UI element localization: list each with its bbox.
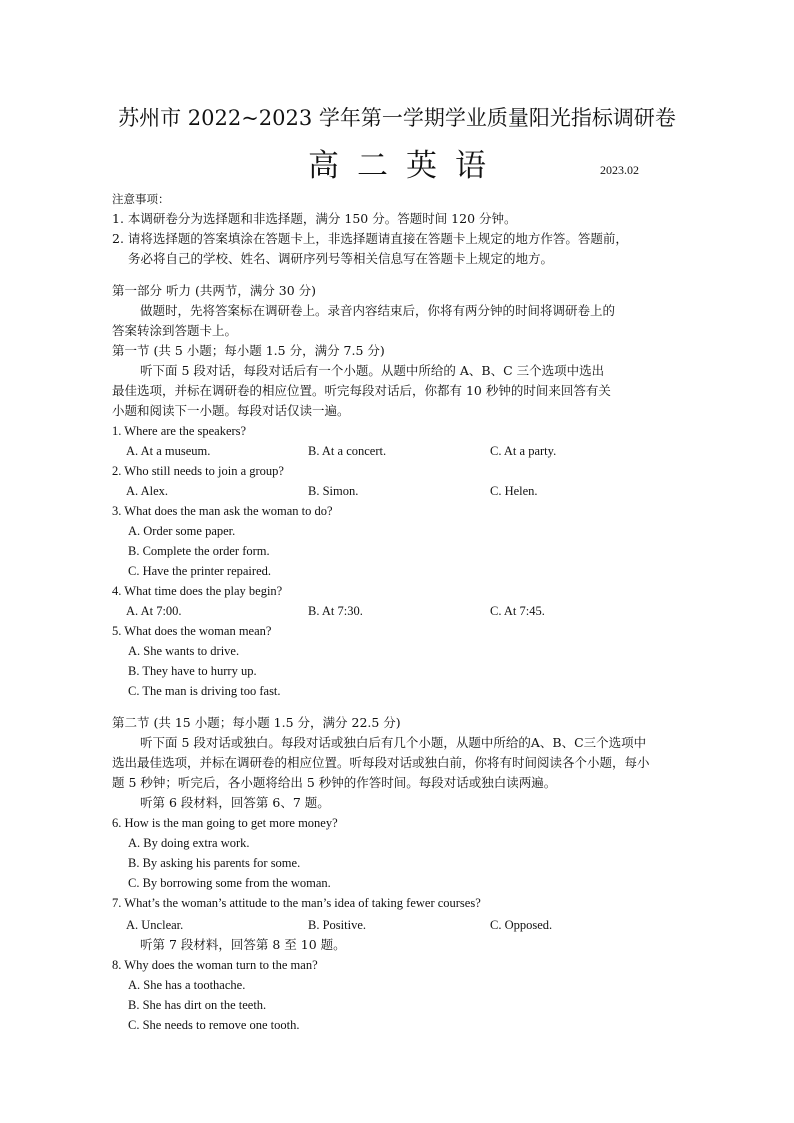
question-3-option-b: B. Complete the order form. [128,544,270,558]
notes-item-1: 1. 本调研卷分为选择题和非选择题，满分 150 分。答题时间 120 分钟。 [112,211,517,226]
question-8-option-a: A. She has a toothache. [128,978,246,992]
notes-item-2-line-1: 2. 请将选择题的答案填涂在答题卡上，非选择题请直接在答题卡上规定的地方作答。答题前， [112,231,628,246]
question-8-option-b: B. She has dirt on the teeth. [128,998,267,1012]
question-3-option-a: A. Order some paper. [128,524,236,538]
section2-heading: 第二节 (共 15 小题；每小题 1.5 分，满分 22.5 分) [112,715,401,730]
question-6: 6. How is the man going to get more money? [112,816,338,830]
exam-title: 苏州市 2022~2023 学年第一学期学业质量阳光指标调研卷 [118,106,676,130]
question-7: 7. What’s the woman’s attitude to the man’s idea of taking fewer courses? [112,896,481,910]
question-1-option-a: A. At a museum. [126,444,211,458]
question-1: 1. Where are the speakers? [112,424,247,438]
question-6-option-b: B. By asking his parents for some. [128,856,301,870]
part1-heading: 第一部分 听力 (共两节，满分 30 分) [112,283,317,298]
question-2-options [112,481,684,501]
section1-instruction-line-1: 听下面 5 段对话，每段对话后有一个小题。从题中所给的 A、B、C 三个选项中选出 [140,363,605,378]
question-1-options [112,441,684,461]
part1-instruction-line-2: 答案转涂到答题卡上。 [112,323,238,338]
question-3-option-c: C. Have the printer repaired. [128,564,271,578]
question-2-option-b: B. Simon. [308,484,359,498]
subject-title: 高二英语 [308,148,504,184]
question-8-option-c: C. She needs to remove one tooth. [128,1018,300,1032]
question-3: 3. What does the man ask the woman to do? [112,504,333,518]
question-7-option-c: C. Opposed. [490,918,553,932]
question-1-option-b: B. At a concert. [308,444,387,458]
section1-instruction-line-2: 最佳选项，并标在调研卷的相应位置。听完每段对话后，你都有 10 秒钟的时间来回答有关 [112,383,611,398]
question-6-option-c: C. By borrowing some from the woman. [128,876,331,890]
question-7-option-b: B. Positive. [308,918,366,932]
question-7-options [112,915,684,935]
question-5-option-b: B. They have to hurry up. [128,664,257,678]
material-6-note: 听第 6 段材料，回答第 6、7 题。 [140,795,330,810]
question-5: 5. What does the woman mean? [112,624,272,638]
question-6-option-a: A. By doing extra work. [128,836,250,850]
section2-instruction-line-3: 题 5 秒钟；听完后，各小题将给出 5 秒钟的作答时间。每段对话或独白读两遍。 [112,775,557,790]
exam-date: 2023.02 [600,163,639,177]
section1-heading: 第一节 (共 5 小题；每小题 1.5 分，满分 7.5 分) [112,343,385,358]
section2-instruction-line-2: 选出最佳选项，并标在调研卷的相应位置。听每段对话或独白前，你将有时间阅读各个小题，每小 [112,755,650,770]
exam-content [112,189,684,1035]
section2-instruction-line-1: 听下面 5 段对话或独白。每段对话或独白后有几个小题，从题中所给的A、B、C三个选项中 [140,735,647,750]
question-5-option-c: C. The man is driving too fast. [128,684,281,698]
section1-instruction-line-3: 小题和阅读下一小题。每段对话仅读一遍。 [112,403,350,418]
question-2-option-c: C. Helen. [490,484,538,498]
question-8: 8. Why does the woman turn to the man? [112,958,318,972]
material-7-note: 听第 7 段材料，回答第 8 至 10 题。 [140,937,346,952]
question-2-option-a: A. Alex. [126,484,169,498]
question-4-options [112,601,684,621]
question-2: 2. Who still needs to join a group? [112,464,284,478]
question-4-option-c: C. At 7:45. [490,604,545,618]
notes-heading: 注意事项： [112,192,170,206]
part1-instruction-line-1: 做题时，先将答案标在调研卷上。录音内容结束后，你将有两分钟的时间将调研卷上的 [140,303,616,318]
question-7-option-a: A. Unclear. [126,918,184,932]
question-4: 4. What time does the play begin? [112,584,283,598]
question-4-option-b: B. At 7:30. [308,604,363,618]
notes-item-2-line-2: 务必将自己的学校、姓名、调研序列号等相关信息写在答题卡上规定的地方。 [128,251,554,266]
question-5-option-a: A. She wants to drive. [128,644,240,658]
question-4-option-a: A. At 7:00. [126,604,182,618]
question-1-option-c: C. At a party. [490,444,557,458]
